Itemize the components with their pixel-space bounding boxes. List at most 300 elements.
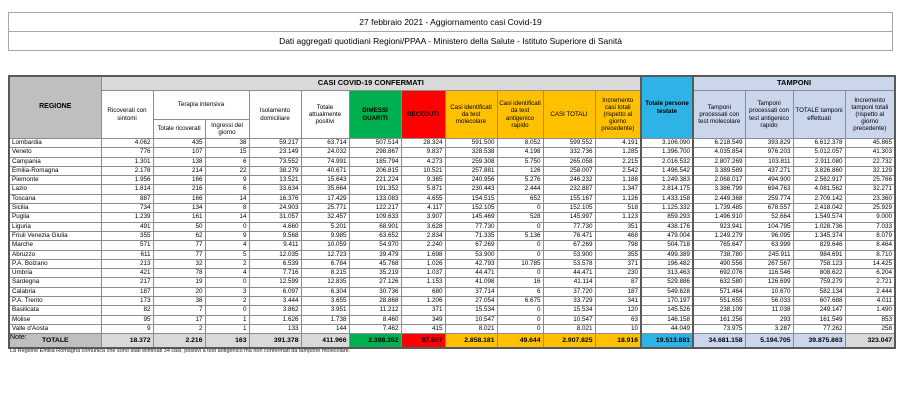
value-cell: 41.303 (845, 148, 895, 157)
value-cell: 1.125.332 (641, 204, 693, 213)
value-cell: 298.867 (349, 148, 401, 157)
value-cell: 341 (595, 297, 641, 306)
column-header-tamponi-molecolare: Tamponi processati con test molecolare (693, 91, 745, 139)
table-body (9, 139, 895, 334)
value-cell: 35.219 (349, 269, 401, 278)
value-cell: 415 (401, 324, 445, 333)
value-cell: 349 (401, 315, 445, 324)
column-header-deceduti: DECEDUTI (401, 91, 445, 139)
value-cell: 549.628 (641, 287, 693, 296)
note-text: La Regione Emilia Romagna comunica che sono stati eliminati 34 casi, positivi a test antigenico ma non confermati da tampone molecolare. (10, 348, 351, 354)
value-cell: 116.546 (745, 269, 793, 278)
value-cell: 491 (101, 222, 153, 231)
value-cell: 138 (153, 157, 205, 166)
region-name: Basilicata (9, 306, 101, 315)
value-cell: 678.557 (745, 204, 793, 213)
table-row (9, 231, 895, 240)
value-cell: 76.471 (543, 231, 595, 240)
totals-value-cell: 2.216 (153, 334, 205, 348)
column-header-tamponi-antigenico: Tamponi processati con test antigenico rapido (745, 91, 793, 139)
value-cell: 246.232 (543, 176, 595, 185)
covid-data-table (8, 75, 896, 349)
value-cell: 6 (205, 185, 249, 194)
value-cell: 9.000 (845, 213, 895, 222)
value-cell: 145.526 (641, 306, 693, 315)
value-cell: 258.007 (543, 166, 595, 175)
value-cell: 259.774 (745, 194, 793, 203)
value-cell: 6.784 (301, 259, 349, 268)
value-cell: 2.562.917 (793, 176, 845, 185)
value-cell: 67.269 (543, 241, 595, 250)
value-cell: 421 (101, 269, 153, 278)
totals-value-cell: 39.875.863 (793, 334, 845, 348)
value-cell: 68.901 (349, 222, 401, 231)
value-cell: 54.970 (349, 241, 401, 250)
value-cell: 5.750 (497, 157, 543, 166)
value-cell: 355 (101, 231, 153, 240)
value-cell: 798 (595, 241, 641, 250)
value-cell: 10.547 (445, 315, 497, 324)
value-cell: 4.011 (845, 297, 895, 306)
column-header-incremento-casi: Incremento casi totali (rispetto al giorno precedente) (595, 91, 641, 139)
value-cell: 591.500 (445, 139, 497, 148)
region-name: Lombardia (9, 139, 101, 148)
value-cell: 3.862 (249, 306, 301, 315)
value-cell: 9 (205, 231, 249, 240)
value-cell: 216 (153, 185, 205, 194)
value-cell: 5.136 (497, 231, 543, 240)
table-row (9, 166, 895, 175)
note-label: Note: (10, 334, 27, 341)
value-cell: 14 (205, 213, 249, 222)
value-cell: 50 (153, 222, 205, 231)
totals-value-cell: 2.858.181 (445, 334, 497, 348)
value-cell: 265.058 (543, 157, 595, 166)
value-cell: 9.568 (249, 231, 301, 240)
value-cell: 0 (497, 269, 543, 278)
value-cell: 25.771 (301, 204, 349, 213)
value-cell: 3.389.589 (693, 166, 745, 175)
value-cell: 9.365 (401, 176, 445, 185)
value-cell: 257.881 (445, 166, 497, 175)
value-cell: 1.249.383 (641, 176, 693, 185)
value-cell: 2.068.017 (693, 176, 745, 185)
value-cell: 8 (205, 204, 249, 213)
value-cell: 104.795 (745, 222, 793, 231)
column-header-persone-testate: Totale persone testate (641, 76, 693, 139)
value-cell: 694.763 (745, 185, 793, 194)
value-cell: 95 (101, 315, 153, 324)
value-cell: 152.105 (445, 204, 497, 213)
table-row (9, 213, 895, 222)
value-cell: 56.033 (745, 297, 793, 306)
region-name: Abruzzo (9, 250, 101, 259)
value-cell: 185.794 (349, 157, 401, 166)
value-cell: 161 (153, 213, 205, 222)
region-name: Emilia-Romagna (9, 166, 101, 175)
region-name: Sicilia (9, 204, 101, 213)
value-cell: 63.652 (349, 231, 401, 240)
totals-value-cell: 19.513.881 (641, 334, 693, 348)
column-header-casi-molecolare: Casi identificati da test molecolare (445, 91, 497, 139)
value-cell: 4.117 (401, 204, 445, 213)
totals-label: TOTALE (9, 334, 101, 348)
value-cell: 31.057 (249, 213, 301, 222)
table-row (9, 222, 895, 231)
value-cell: 692.076 (693, 269, 745, 278)
value-cell: 12.599 (249, 278, 301, 287)
value-cell: 41.114 (543, 278, 595, 287)
value-cell: 3 (205, 287, 249, 296)
value-cell: 4.198 (497, 148, 543, 157)
value-cell: 1.814 (101, 185, 153, 194)
value-cell: 5.201 (301, 222, 349, 231)
table-row (9, 297, 895, 306)
value-cell: 146.158 (641, 315, 693, 324)
value-cell: 187 (101, 287, 153, 296)
value-cell: 5.871 (401, 185, 445, 194)
value-cell: 107 (153, 148, 205, 157)
value-cell: 8.460 (349, 315, 401, 324)
value-cell: 5.012.057 (793, 148, 845, 157)
value-cell: 10.547 (543, 315, 595, 324)
value-cell: 16 (497, 278, 543, 287)
value-cell: 77 (153, 241, 205, 250)
column-header-dimessi-guariti: DIMESSI GUARITI (349, 91, 401, 139)
value-cell: 4.062 (101, 139, 153, 148)
table-row (9, 148, 895, 157)
value-cell: 45.768 (349, 259, 401, 268)
value-cell: 2.016.532 (641, 157, 693, 166)
column-header-ti-totale: Totale ricoverati (153, 120, 205, 139)
totals-value-cell: 2.398.352 (349, 334, 401, 348)
value-cell: 571 (101, 241, 153, 250)
value-cell: 1.345.374 (793, 231, 845, 240)
value-cell: 37.720 (543, 287, 595, 296)
value-cell: 808.622 (793, 269, 845, 278)
value-cell: 3.951 (301, 306, 349, 315)
value-cell: 0 (497, 222, 543, 231)
value-cell: 161.549 (793, 315, 845, 324)
value-cell: 9.411 (249, 241, 301, 250)
value-cell: 103.811 (745, 157, 793, 166)
value-cell: 571.464 (693, 287, 745, 296)
value-cell: 10 (595, 324, 641, 333)
value-cell: 17 (153, 315, 205, 324)
value-cell: 63.714 (301, 139, 349, 148)
value-cell: 12.035 (249, 250, 301, 259)
value-cell: 758.123 (793, 259, 845, 268)
value-cell: 3.386.799 (693, 185, 745, 194)
value-cell: 6.675 (497, 297, 543, 306)
value-cell: 161.256 (693, 315, 745, 324)
value-cell: 2.721 (845, 278, 895, 287)
value-cell: 74.991 (301, 157, 349, 166)
totals-value-cell: 411.966 (301, 334, 349, 348)
value-cell: 437.271 (745, 166, 793, 175)
value-cell: 1.396.700 (641, 148, 693, 157)
value-cell: 7.033 (845, 222, 895, 231)
value-cell: 33.729 (543, 297, 595, 306)
value-cell: 44.471 (445, 269, 497, 278)
column-header-incremento-tamponi: Incremento tamponi totali (rispetto al giorno precedente) (845, 91, 895, 139)
value-cell: 37.714 (445, 287, 497, 296)
value-cell: 0 (205, 306, 249, 315)
column-header-ti-ingressi: Ingressi del giorno (205, 120, 249, 139)
value-cell: 11.212 (349, 306, 401, 315)
value-cell: 1.206 (401, 297, 445, 306)
value-cell: 8.052 (497, 139, 543, 148)
value-cell: 438.176 (641, 222, 693, 231)
value-cell: 232.887 (543, 185, 595, 194)
value-cell: 32.271 (845, 185, 895, 194)
value-cell: 53.578 (543, 259, 595, 268)
value-cell: 504.718 (641, 241, 693, 250)
value-cell: 7.716 (249, 269, 301, 278)
value-cell: 3.655 (301, 297, 349, 306)
value-cell: 259.308 (445, 157, 497, 166)
value-cell: 42.793 (445, 259, 497, 268)
value-cell: 1.698 (401, 250, 445, 259)
value-cell: 1.123 (595, 213, 641, 222)
value-cell: 2.444 (497, 185, 543, 194)
value-cell: 468 (595, 231, 641, 240)
value-cell: 7.462 (349, 324, 401, 333)
value-cell: 23.360 (845, 194, 895, 203)
value-cell: 765.647 (693, 241, 745, 250)
value-cell: 734 (101, 204, 153, 213)
value-cell: 582.134 (793, 287, 845, 296)
value-cell: 73.552 (249, 157, 301, 166)
value-cell: 152.105 (543, 204, 595, 213)
value-cell: 0 (497, 306, 543, 315)
table-row (9, 204, 895, 213)
value-cell: 15.534 (445, 306, 497, 315)
totals-value-cell: 5.194.705 (745, 334, 793, 348)
value-cell: 32.457 (301, 213, 349, 222)
value-cell: 759.279 (793, 278, 845, 287)
totals-value-cell: 2.907.825 (543, 334, 595, 348)
value-cell: 499.389 (641, 250, 693, 259)
value-cell: 13.521 (249, 176, 301, 185)
region-name: Lazio (9, 185, 101, 194)
totals-value-cell: 163 (205, 334, 249, 348)
value-cell: 230.443 (445, 185, 497, 194)
value-cell: 122.217 (349, 204, 401, 213)
value-cell: 1.956 (101, 176, 153, 185)
value-cell: 38.279 (249, 166, 301, 175)
value-cell: 221.224 (349, 176, 401, 185)
value-cell: 4 (205, 241, 249, 250)
value-cell: 19 (153, 278, 205, 287)
value-cell: 77.730 (543, 222, 595, 231)
value-cell: 39.479 (349, 250, 401, 259)
value-cell: 32 (153, 259, 205, 268)
region-name: Marche (9, 241, 101, 250)
value-cell: 78 (153, 269, 205, 278)
value-cell: 9.837 (401, 148, 445, 157)
value-cell: 1.738 (301, 315, 349, 324)
value-cell: 371 (595, 259, 641, 268)
value-cell: 32.129 (845, 166, 895, 175)
value-cell: 245.911 (745, 250, 793, 259)
column-header-casi-totali: CASI TOTALI (543, 91, 595, 139)
value-cell: 328.538 (445, 148, 497, 157)
value-cell: 38 (205, 139, 249, 148)
value-cell: 63 (595, 315, 641, 324)
value-cell: 22.732 (845, 157, 895, 166)
value-cell: 22 (205, 166, 249, 175)
value-cell: 4.035.854 (693, 148, 745, 157)
totals-value-cell: 97.507 (401, 334, 445, 348)
value-cell: 829.646 (793, 241, 845, 250)
value-cell: 187 (595, 287, 641, 296)
value-cell: 2 (205, 259, 249, 268)
value-cell: 3.287 (745, 324, 793, 333)
value-cell: 9 (101, 324, 153, 333)
table-row (9, 157, 895, 166)
value-cell: 680 (401, 287, 445, 296)
value-cell: 230 (595, 269, 641, 278)
value-cell: 0 (497, 241, 543, 250)
region-name: Campania (9, 157, 101, 166)
value-cell: 214 (153, 166, 205, 175)
table-row (9, 185, 895, 194)
value-cell: 3.826.860 (793, 166, 845, 175)
value-cell: 6.612.378 (793, 139, 845, 148)
region-name: Umbria (9, 269, 101, 278)
value-cell: 652 (497, 194, 543, 203)
value-cell: 166 (153, 194, 205, 203)
value-cell: 393.829 (745, 139, 793, 148)
value-cell: 1.037 (401, 269, 445, 278)
value-cell: 5.276 (497, 176, 543, 185)
value-cell: 217 (101, 278, 153, 287)
value-cell: 2.178 (101, 166, 153, 175)
value-cell: 1.739.485 (693, 204, 745, 213)
value-cell: 28.324 (401, 139, 445, 148)
value-cell: 133.083 (349, 194, 401, 203)
value-cell: 23.149 (249, 148, 301, 157)
value-cell: 2.834 (401, 231, 445, 240)
value-cell: 351 (595, 222, 641, 231)
totals-value-cell: 391.378 (249, 334, 301, 348)
value-cell: 8.464 (845, 241, 895, 250)
note-section (10, 334, 880, 354)
value-cell: 120 (595, 306, 641, 315)
value-cell: 1.249.279 (693, 231, 745, 240)
value-cell: 3.628 (401, 222, 445, 231)
value-cell: 63.999 (745, 241, 793, 250)
value-cell: 170.197 (641, 297, 693, 306)
value-cell: 24.032 (301, 148, 349, 157)
value-cell: 0 (205, 278, 249, 287)
value-cell: 8.710 (845, 250, 895, 259)
value-cell: 2.814.175 (641, 185, 693, 194)
value-cell: 77.262 (793, 324, 845, 333)
region-name: Veneto (9, 148, 101, 157)
value-cell: 3.907 (401, 213, 445, 222)
region-name: Sardegna (9, 278, 101, 287)
value-cell: 53.900 (543, 250, 595, 259)
value-cell: 611 (101, 250, 153, 259)
region-name: P.A. Trento (9, 297, 101, 306)
value-cell: 15 (205, 148, 249, 157)
totals-value-cell: 18.372 (101, 334, 153, 348)
value-cell: 27.126 (349, 278, 401, 287)
value-cell: 59.217 (249, 139, 301, 148)
value-cell: 435 (153, 139, 205, 148)
value-cell: 196.482 (641, 259, 693, 268)
value-cell: 154.515 (445, 194, 497, 203)
bulletin-subtitle: Dati aggregati quotidiani Regioni/PPAA - Ministero della Salute - Istituto Superiore di Sanità (279, 36, 622, 46)
value-cell: 16.376 (249, 194, 301, 203)
value-cell: 9.985 (301, 231, 349, 240)
table-row (9, 269, 895, 278)
value-cell: 12.835 (301, 278, 349, 287)
value-cell: 1.496.542 (641, 166, 693, 175)
value-cell: 479.004 (641, 231, 693, 240)
value-cell: 632.580 (693, 278, 745, 287)
value-cell: 17.429 (301, 194, 349, 203)
value-cell: 887 (101, 194, 153, 203)
value-cell: 249.147 (793, 306, 845, 315)
table-row (9, 287, 895, 296)
table-row (9, 139, 895, 148)
value-cell: 144 (301, 324, 349, 333)
value-cell: 213 (101, 259, 153, 268)
table-row (9, 306, 895, 315)
value-cell: 1.496.910 (693, 213, 745, 222)
region-name: Puglia (9, 213, 101, 222)
value-cell: 40.671 (301, 166, 349, 175)
value-cell: 4.191 (595, 139, 641, 148)
value-cell: 14.425 (845, 259, 895, 268)
value-cell: 976.203 (745, 148, 793, 157)
value-cell: 238.109 (693, 306, 745, 315)
value-cell: 27.054 (445, 297, 497, 306)
value-cell: 6.097 (249, 287, 301, 296)
value-cell: 15.643 (301, 176, 349, 185)
value-cell: 313.463 (641, 269, 693, 278)
value-cell: 984.691 (793, 250, 845, 259)
value-cell: 82 (101, 306, 153, 315)
value-cell: 11.038 (745, 306, 793, 315)
value-cell: 7 (153, 306, 205, 315)
value-cell: 3.444 (249, 297, 301, 306)
value-cell: 126 (497, 166, 543, 175)
totals-value-cell: 18.916 (595, 334, 641, 348)
value-cell: 77.730 (445, 222, 497, 231)
value-cell: 2.240 (401, 241, 445, 250)
value-cell: 267.567 (745, 259, 793, 268)
value-cell: 166 (153, 176, 205, 185)
value-cell: 1.549.574 (793, 213, 845, 222)
value-cell: 1.285 (595, 148, 641, 157)
value-cell: 12.723 (301, 250, 349, 259)
value-cell: 0 (497, 250, 543, 259)
value-cell: 1.490 (845, 306, 895, 315)
value-cell: 1.026 (401, 259, 445, 268)
value-cell: 1.239 (101, 213, 153, 222)
value-cell: 6 (205, 157, 249, 166)
region-name: Friuli Venezia Giulia (9, 231, 101, 240)
value-cell: 859.293 (641, 213, 693, 222)
value-cell: 6.304 (301, 287, 349, 296)
value-cell: 776 (101, 148, 153, 157)
region-name: Valle d'Aosta (9, 324, 101, 333)
table-row (9, 324, 895, 333)
